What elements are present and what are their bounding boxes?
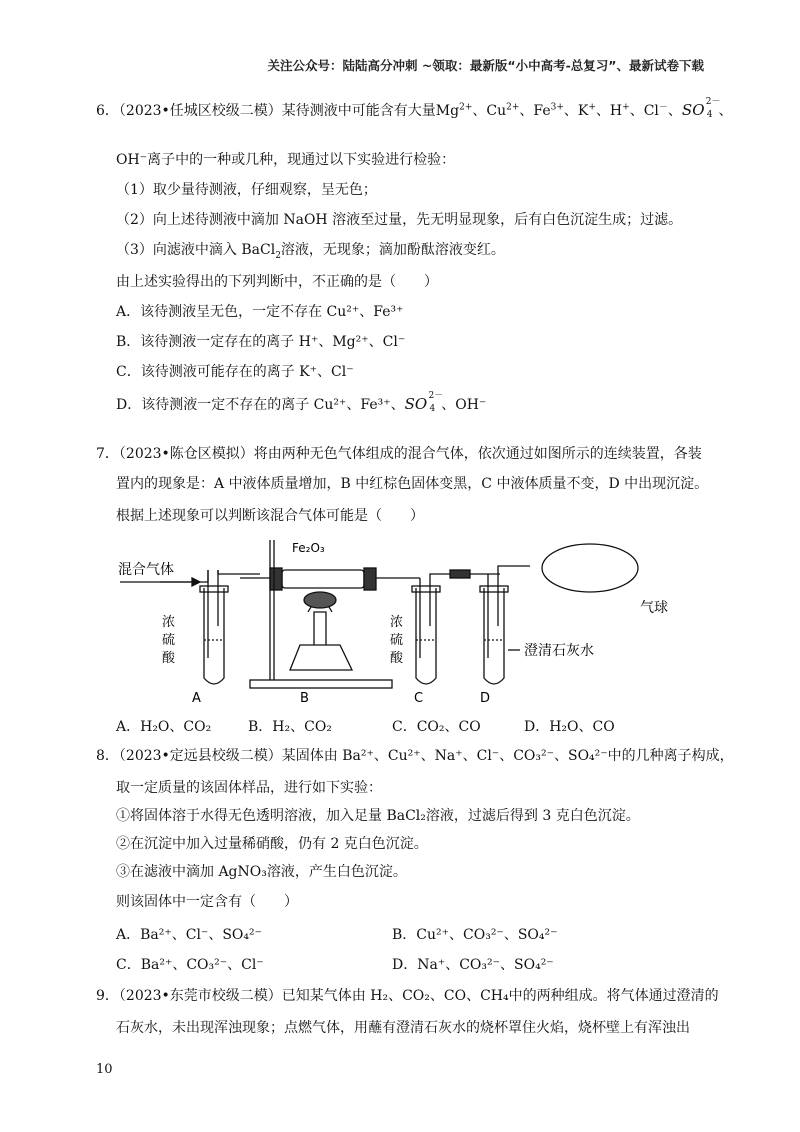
balloon-label: 气球 <box>640 600 668 616</box>
q6-option-a: A．该待测液呈无色，一定不存在 Cu²⁺、Fe³⁺ <box>116 304 404 320</box>
q8-option-b: B．Cu²⁺、CO₃²⁻、SO₄²⁻ <box>392 927 558 943</box>
label-a: A <box>192 691 201 705</box>
q6-line1: 6．（2023•任城区校级二模）某待测液中可能含有大量$Mg^{2+}$、$Cu^{2+}$、$Fe^{3+}$、K+、H+、Cl－、SO 2－ 4 、 <box>96 97 733 120</box>
acid-label-c-2: 硫 <box>390 633 404 648</box>
q7-line3: 根据上述现象可以判断该混合气体可能是（ ） <box>116 508 424 524</box>
label-b: B <box>300 691 309 705</box>
acid-label-a-3: 酸 <box>162 651 176 666</box>
q6-option-c: C．该待测液可能存在的离子 K⁺、Cl⁻ <box>116 364 354 380</box>
q7-option-a: A．H₂O、CO₂ <box>116 719 212 735</box>
mix-gas-label: 混合气体 <box>118 562 174 578</box>
q6-step1: （1）取少量待测液，仔细观察，呈无色； <box>116 182 377 198</box>
acid-label-c-1: 浓 <box>390 615 404 630</box>
acid-label-a-1: 浓 <box>162 615 176 630</box>
q6-option-d: D．该待测液一定不存在的离子 Cu²⁺、Fe³⁺、SO 2－ 4 、OH⁻ <box>116 391 487 414</box>
page-number: 10 <box>96 1062 113 1077</box>
q8-option-d: D．Na⁺、CO₃²⁻、SO₄²⁻ <box>392 957 554 973</box>
q8-line1: 8．（2023•定远县校级二模）某固体由 Ba²⁺、Cu²⁺、Na⁺、Cl⁻、CO₃²⁻、SO₄²⁻中的几种离子构成， <box>96 748 734 764</box>
q8-step1: ①将固体溶于水得无色透明溶液，加入足量 BaCl₂溶液，过滤后得到 3 克白色沉淀。 <box>116 808 640 824</box>
label-c: C <box>414 691 424 705</box>
q8-line2: 取一定质量的该固体样品，进行如下实验： <box>116 780 382 796</box>
acid-label-c-3: 酸 <box>390 651 404 666</box>
q7-option-d: D．H₂O、CO <box>524 719 615 735</box>
q8-option-c: C．Ba²⁺、CO₃²⁻、Cl⁻ <box>116 957 264 973</box>
label-d: D <box>480 691 491 705</box>
q8-step2: ②在沉淀中加入过量稀硝酸，仍有 2 克白色沉淀。 <box>116 836 428 852</box>
q7-line2: 置内的现象是：A 中液体质量增加，B 中红棕色固体变黑，C 中液体质量不变，D 中出现沉淀。 <box>116 476 709 492</box>
q6-step3: （3）向滤液中滴入 BaCl$_2$溶液，无现象；滴加酚酞溶液变红。 <box>116 242 505 261</box>
q9-line2: 石灰水，未出现浑浊现象；点燃气体，用蘸有澄清石灰水的烧杯罩住火焰，烧杯壁上有浑浊出 <box>116 1020 690 1036</box>
q6-option-b: B．该待测液一定存在的离子 H⁺、Mg²⁺、Cl⁻ <box>116 334 406 350</box>
acid-label-a-2: 硫 <box>162 633 176 648</box>
q8-question: 则该固体中一定含有（ ） <box>116 894 298 910</box>
q7-option-c: C．CO₂、CO <box>392 719 481 735</box>
q7-option-b: B．H₂、CO₂ <box>248 719 332 735</box>
q6-question: 由上述实验得出的下列判断中，不正确的是（ ） <box>116 274 438 290</box>
q7-line1: 7．（2023•陈仓区模拟）将由两种无色气体组成的混合气体，依次通过如图所示的连续装置，各装 <box>96 446 702 462</box>
q9-line1: 9．（2023•东莞市校级二模）已知某气体由 H₂、CO₂、CO、CH₄中的两种组成。将气体通过澄清的 <box>96 988 719 1004</box>
page-header: 关注公众号：陆陆高分冲刺 ~领取：最新版“小中高考-总复习”、最新试卷下载 <box>267 58 704 73</box>
q8-option-a: A．Ba²⁺、Cl⁻、SO₄²⁻ <box>116 927 263 943</box>
sulfate-formula: SO 2－ 4 <box>681 97 721 120</box>
q6-line2: OH⁻离子中的一种或几种，现通过以下实验进行检验： <box>116 152 456 168</box>
q6-step2: （2）向上述待测液中滴加 NaOH 溶液至过量，先无明显现象，后有白色沉淀生成；过滤。 <box>116 212 683 228</box>
q8-step3: ③在滤液中滴加 AgNO₃溶液，产生白色沉淀。 <box>116 864 407 880</box>
apparatus-diagram <box>100 530 740 705</box>
fe2o3-label: Fe₂O₃ <box>292 541 325 555</box>
limewater-label: 澄清石灰水 <box>524 643 594 659</box>
